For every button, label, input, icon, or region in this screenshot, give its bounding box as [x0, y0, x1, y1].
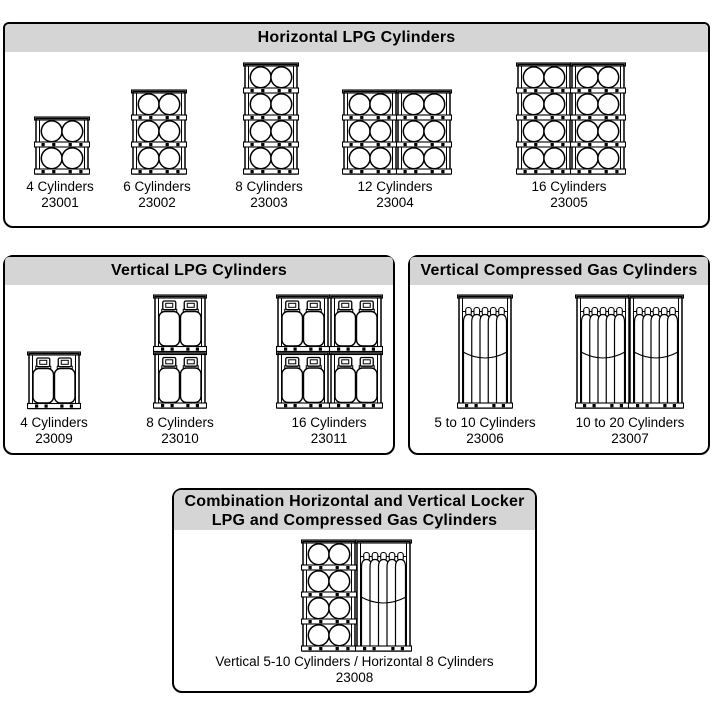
panel-vertical-lpg: [3, 255, 395, 455]
locker-figure-23003: [243, 62, 299, 176]
panel-horizontal-lpg: [3, 22, 710, 228]
locker-figure-23007: [575, 294, 684, 410]
product-label: 10 to 20 Cylinders: [575, 415, 685, 430]
panel-title-line2: LPG and Compressed Gas Cylinders: [211, 512, 498, 529]
product-label: 6 Cylinders: [123, 179, 191, 194]
product-code: 23004: [376, 195, 414, 210]
locker-figure-23011: [276, 294, 383, 410]
locker-figure-23001: [34, 116, 90, 176]
product-label: Vertical 5-10 Cylinders / Horizontal 8 Cylinders: [215, 654, 494, 669]
panel-title: [174, 490, 535, 530]
product-label: 12 Cylinders: [357, 179, 433, 194]
panel-title: Vertical LPG Cylinders: [5, 257, 393, 285]
product-code: 23007: [611, 431, 649, 446]
product-code: 23011: [310, 431, 348, 446]
product-code: 23002: [138, 195, 176, 210]
locker-figure-23006: [457, 294, 513, 410]
product-code: 23001: [41, 195, 79, 210]
panel-title: Vertical Compressed Gas Cylinders: [410, 257, 708, 285]
product-code: 23009: [35, 431, 73, 446]
panel-title-line1: Combination Horizontal and Vertical Locker: [184, 493, 525, 510]
product-code: 23005: [550, 195, 588, 210]
locker-figure-23009: [27, 351, 81, 411]
product-label: 8 Cylinders: [146, 415, 214, 430]
panel-vertical-compressed: [408, 255, 710, 455]
product-label: 5 to 10 Cylinders: [434, 415, 536, 430]
locker-figure-23005: [516, 62, 626, 176]
product-code: 23008: [335, 670, 374, 685]
locker-figure-23010: [153, 294, 207, 410]
locker-figure-23002: [131, 89, 187, 176]
panel-title: Horizontal LPG Cylinders: [5, 24, 708, 52]
product-code: 23003: [250, 195, 288, 210]
product-label: 4 Cylinders: [26, 179, 94, 194]
panel-combination: [172, 488, 537, 693]
product-label: 16 Cylinders: [291, 415, 367, 430]
product-code: 23010: [161, 431, 199, 446]
product-label: 4 Cylinders: [20, 415, 88, 430]
product-label: 16 Cylinders: [531, 179, 607, 194]
product-code: 23006: [466, 431, 504, 446]
locker-figure-23008: [301, 539, 412, 653]
locker-figure-23004: [342, 89, 452, 176]
product-label: 8 Cylinders: [235, 179, 303, 194]
